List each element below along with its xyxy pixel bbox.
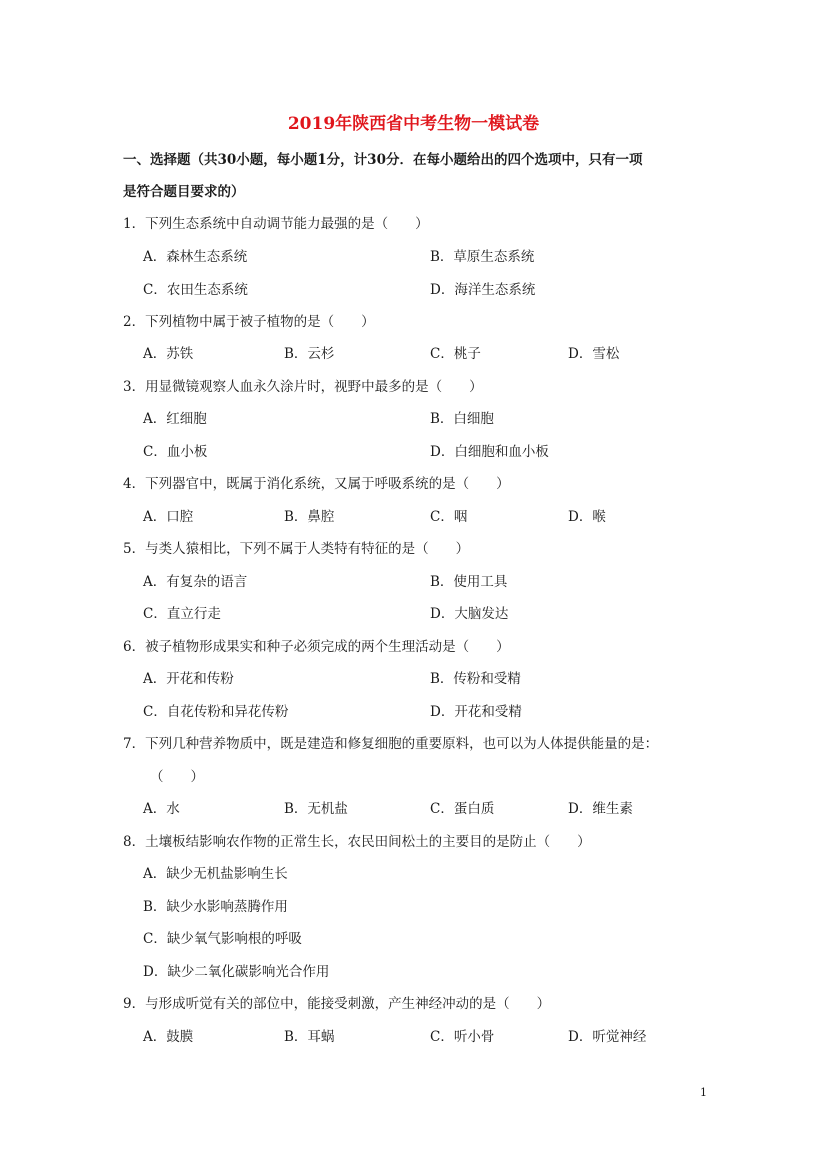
- question-6-option-a: A．开花和传粉: [143, 671, 234, 687]
- question-7-option-c: C．蛋白质: [430, 801, 495, 817]
- question-5-option-a: A．有复杂的语言: [143, 574, 248, 590]
- question-7-option-b: B．无机盐: [284, 801, 348, 817]
- question-4-option-d: D．喉: [568, 509, 606, 525]
- question-4-option-a: A．口腔: [143, 509, 194, 525]
- question-2-stem: 2．下列植物中属于被子植物的是（ ）: [123, 314, 375, 330]
- question-9-stem: 9．与形成听觉有关的部位中，能接受刺激，产生神经冲动的是（ ）: [123, 996, 551, 1012]
- question-8-option-a: A．缺少无机盐影响生长: [143, 866, 288, 882]
- question-2-option-b: B．云杉: [284, 346, 335, 362]
- question-4-option-c: C．咽: [430, 509, 468, 525]
- question-5-option-c: C．直立行走: [143, 606, 221, 622]
- question-1-option-c: C．农田生态系统: [143, 282, 248, 298]
- question-3-option-c: C．血小板: [143, 444, 208, 460]
- question-1-stem: 1．下列生态系统中自动调节能力最强的是（ ）: [123, 216, 429, 232]
- question-7-stem-continued: （ ）: [150, 769, 204, 785]
- question-9-option-c: C．听小骨: [430, 1029, 495, 1045]
- page-number: 1: [700, 1086, 707, 1099]
- question-3-option-b: B．白细胞: [430, 411, 494, 427]
- question-2-option-d: D．雪松: [568, 346, 620, 362]
- question-3-option-a: A．红细胞: [143, 411, 207, 427]
- question-7-option-a: A．水: [143, 801, 180, 817]
- question-8-stem: 8．土壤板结影响农作物的正常生长，农民田间松土的主要目的是防止（ ）: [123, 834, 591, 850]
- question-4-option-b: B．鼻腔: [284, 509, 335, 525]
- question-8-option-c: C．缺少氧气影响根的呼吸: [143, 931, 302, 947]
- question-9-option-a: A．鼓膜: [143, 1029, 194, 1045]
- question-1-option-d: D．海洋生态系统: [430, 282, 536, 298]
- question-9-option-b: B．耳蜗: [284, 1029, 335, 1045]
- section-heading-line1: 一、选择题（共30小题，每小题1分，计30分．在每小题给出的四个选项中，只有一项: [123, 152, 643, 168]
- question-3-stem: 3．用显微镜观察人血永久涂片时，视野中最多的是（ ）: [123, 379, 483, 395]
- question-3-option-d: D．白细胞和血小板: [430, 444, 549, 460]
- question-9-option-d: D．听觉神经: [568, 1029, 647, 1045]
- question-8-option-d: D．缺少二氧化碳影响光合作用: [143, 964, 330, 980]
- question-5-stem: 5．与类人猿相比，下列不属于人类特有特征的是（ ）: [123, 541, 470, 557]
- question-7-stem: 7．下列几种营养物质中，既是建造和修复细胞的重要原料，也可以为人体提供能量的是：: [123, 736, 659, 752]
- question-6-option-b: B．传粉和受精: [430, 671, 521, 687]
- question-6-stem: 6．被子植物形成果实和种子必须完成的两个生理活动是（ ）: [123, 639, 510, 655]
- question-6-option-d: D．开花和受精: [430, 704, 522, 720]
- question-7-option-d: D．维生素: [568, 801, 633, 817]
- question-8-option-b: B．缺少水影响蒸腾作用: [143, 899, 288, 915]
- question-4-stem: 4．下列器官中，既属于消化系统，又属于呼吸系统的是（ ）: [123, 476, 510, 492]
- question-2-option-a: A．苏铁: [143, 346, 194, 362]
- question-1-option-b: B．草原生态系统: [430, 249, 535, 265]
- question-5-option-d: D．大脑发达: [430, 606, 509, 622]
- exam-title: 2019年陕西省中考生物一模试卷: [287, 114, 540, 134]
- question-1-option-a: A．森林生态系统: [143, 249, 248, 265]
- question-2-option-c: C．桃子: [430, 346, 481, 362]
- section-heading-line2: 是符合题目要求的）: [123, 184, 245, 200]
- question-5-option-b: B．使用工具: [430, 574, 508, 590]
- question-6-option-c: C．自花传粉和异花传粉: [143, 704, 289, 720]
